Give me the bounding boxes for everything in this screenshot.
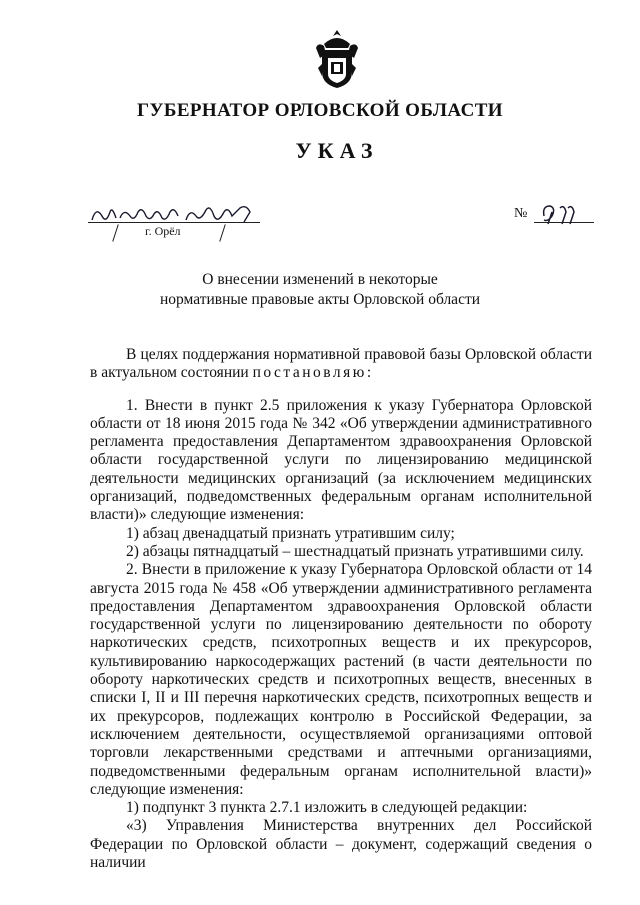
- city-label: г. Орёл: [145, 224, 181, 238]
- number-label: №: [514, 206, 528, 221]
- item-paragraph: 1) абзац двенадцатый признать утратившим силу;: [126, 524, 455, 542]
- item-paragraph: «3) Управления Министерства внутренних дел Российской Федерации по Орловской области – документ, содержащий сведения о наличии: [90, 817, 592, 872]
- document-type-title: УКАЗ: [295, 138, 379, 163]
- decree-subject: [0, 270, 640, 310]
- decree-word: постановляю:: [252, 364, 374, 382]
- preamble-text: В целях поддержания нормативной правовой базы Орловской области в актуальном состоянии: [90, 346, 592, 382]
- subject-line-2: нормативные правовые акты Орловской области: [159, 291, 481, 308]
- item-paragraph: 2) абзацы пятнадцатый – шестнадцатый признать утратившими силу.: [126, 542, 584, 560]
- number-underline: [534, 222, 594, 223]
- decree-body: [90, 346, 592, 872]
- item-paragraph: 1) подпункт 3 пункта 2.7.1 изложить в следующей редакции:: [126, 799, 528, 817]
- coat-of-arms-emblem: [312, 28, 362, 90]
- date-underline: [88, 222, 260, 223]
- item-paragraph: 1. Внести в пункт 2.5 приложения к указу Губернатора Орловской области от 18 июня 2015 года № 342 «Об утверждении административного регламента предоставления Департаментом здравоохранения Орловской области государственной услуги по лицензированию медицинской деятельности медицинских организаций (за исключением медицинских организаций, подведомственных федеральным органам исполнительной власти)» следующие изменения:: [90, 396, 592, 524]
- issuing-authority: ГУБЕРНАТОР ОРЛОВСКОЙ ОБЛАСТИ: [137, 100, 503, 121]
- subject-line-1: О внесении изменений в некоторые: [202, 271, 438, 288]
- preamble-paragraph: [90, 346, 592, 383]
- item-paragraph: 2. Внести в приложение к указу Губернатора Орловской области от 14 августа 2015 года № 458 «Об утверждении административного регламента предоставления Департаментом здравоохранения Орловской области государственной услуги по лицензированию деятельности по обороту наркотических средств, психотропных веществ и их прекурсоров, культивированию наркосодержащих растений (в части деятельности по обороту наркотических средств и психотропных веществ, внесенных в списки I, II и III перечня наркотических средств, психотропных веществ и их прекурсоров, подлежащих контролю в Российской Федерации, за исключением деятельности, осуществляемой организациями оптовой торговли лекарственными средствами и аптечными организациями, подведомственными федеральным органам исполнительной власти)» следующие изменения:: [90, 561, 592, 798]
